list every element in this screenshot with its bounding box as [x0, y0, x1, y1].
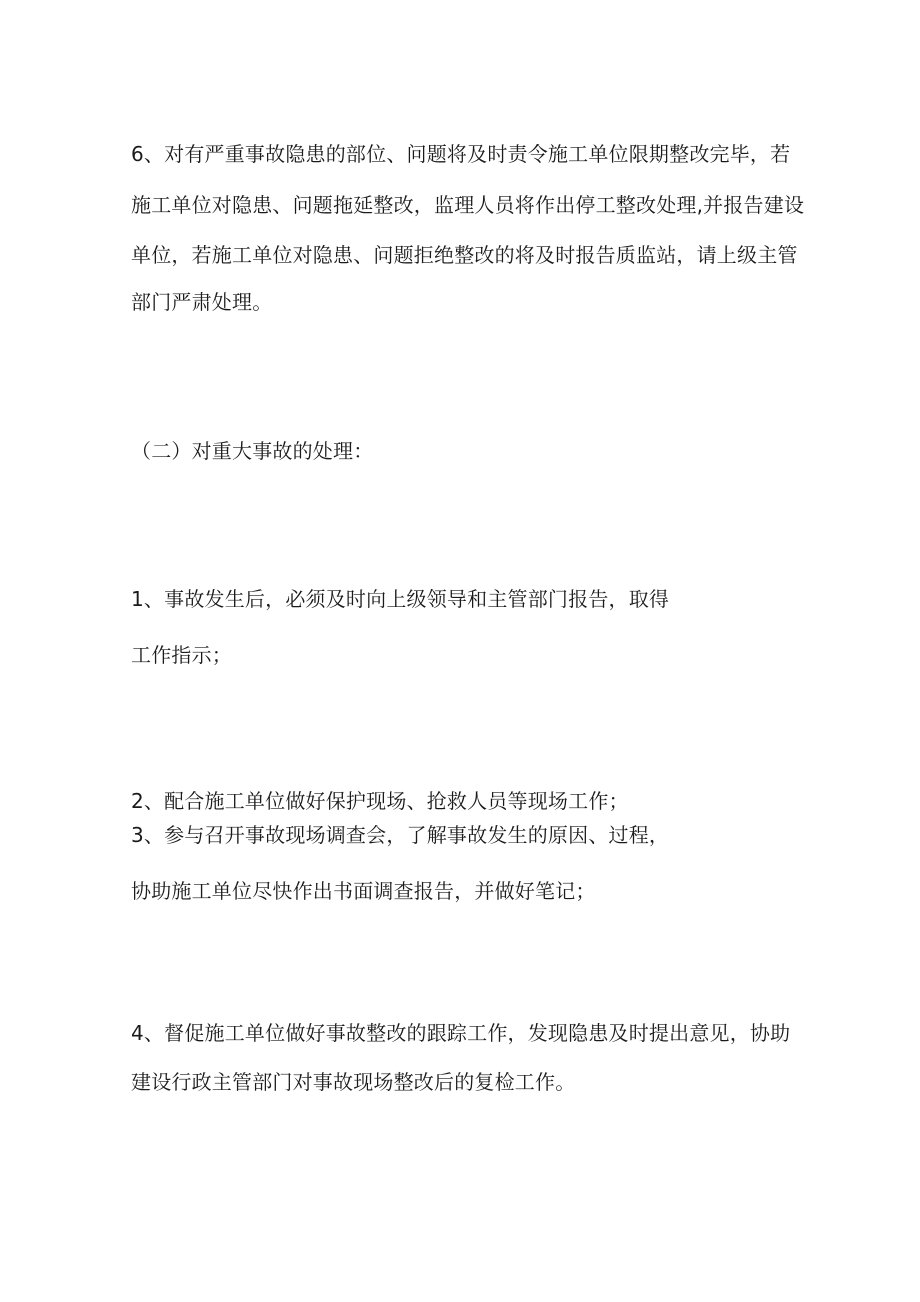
- paragraph-line: 部门严肃处理。: [131, 290, 273, 314]
- paragraph-line: 建设行政主管部门对事故现场整改后的复检工作。: [131, 1070, 576, 1094]
- section-heading: （二）对重大事故的处理：: [131, 439, 374, 463]
- paragraph-item-2: 2、配合施工单位做好保护现场、抢救人员等现场工作；: [131, 789, 629, 813]
- paragraph-line: 协助施工单位尽快作出书面调查报告，并做好笔记；: [131, 879, 596, 903]
- paragraph-line: 施工单位对隐患、问题拖延整改，监理人员将作出停工整改处理,并报告建设: [131, 193, 805, 217]
- paragraph-line: 工作指示；: [131, 643, 232, 667]
- paragraph-line: 6、对有严重事故隐患的部位、问题将及时责令施工单位限期整改完毕，若: [131, 142, 791, 166]
- paragraph-line: 3、参与召开事故现场调查会，了解事故发生的原因、过程，: [131, 823, 670, 847]
- paragraph-line: 1、事故发生后，必须及时向上级领导和主管部门报告，取得: [131, 587, 670, 611]
- paragraph-line: 4、督促施工单位做好事故整改的跟踪工作，发现隐患及时提出意见，协助: [131, 1021, 791, 1045]
- paragraph-line: 单位，若施工单位对隐患、问题拒绝整改的将及时报告质监站，请上级主管: [131, 243, 798, 267]
